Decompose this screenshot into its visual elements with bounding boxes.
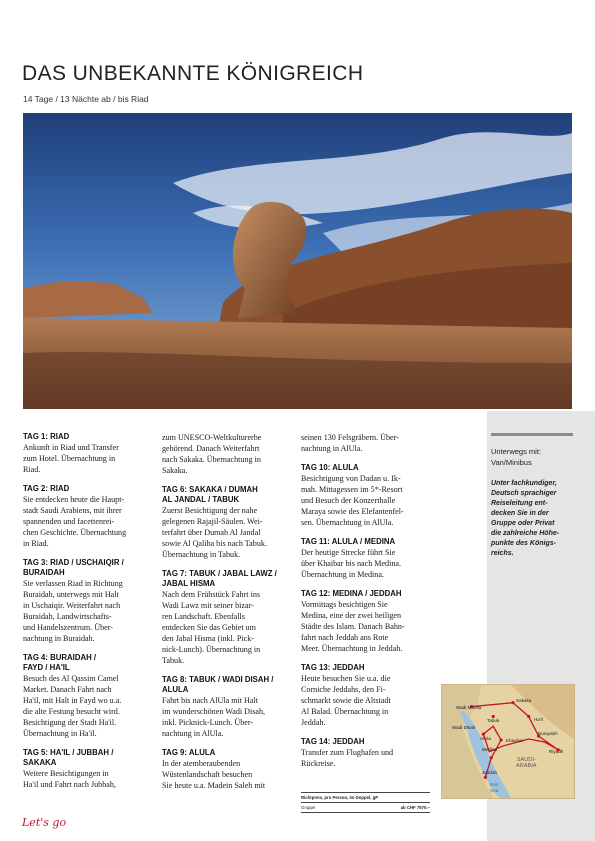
- map-country-label: SAUDI- ARABIA: [516, 757, 537, 770]
- day-entry: [162, 675, 282, 739]
- day-description: Weitere Besichtigungen in Ha'il und Fahrt nach Jubbah,: [23, 769, 116, 789]
- day-heading: TAG 3: RIAD / USCHAIQIR / BURAIDAH: [23, 558, 124, 577]
- day-heading: TAG 2: RIAD: [23, 484, 70, 493]
- hero-photo: [23, 113, 572, 409]
- day-heading: TAG 12: MEDINA / JEDDAH: [301, 589, 402, 598]
- day-entry: [301, 537, 421, 580]
- day-heading: TAG 13: JEDDAH: [301, 663, 365, 672]
- day-description: Der heutige Strecke führt Sie über Khaibar bis nach Medina. Übernachtung in Medina.: [301, 548, 402, 579]
- map-city-label: Jeddah: [482, 770, 498, 775]
- day-heading: TAG 9: ALULA: [162, 748, 216, 757]
- day-heading: TAG 11: ALULA / MEDINA: [301, 537, 396, 546]
- itinerary-column-1: [23, 432, 143, 799]
- day-entry: [23, 432, 143, 475]
- price-row: [301, 803, 430, 813]
- day-description: Besichtigung von Dadan u. Ik- mah. Mittagessen im 5*-Resort und Besuch der Konzerthalle Maraya sowie des Elefantenfel- sen. Übernachtung in AlUla.: [301, 474, 404, 527]
- trip-duration: 14 Tage / 13 Nächte ab / bis Riad: [23, 94, 149, 104]
- day-description: Nach dem Frühstück Fahrt ins Wadi Lawz mit seiner bizar- ren Landschaft. Ebenfalls entdecken Sie das Gebiet um den Jabal Hisma (inkl. Pick- nick-Lunch). Übernachtung in Tabuk.: [162, 590, 261, 665]
- page-title: DAS UNBEKANNTE KÖNIGREICH: [22, 62, 364, 85]
- day-heading: TAG 7: TABUK / JABAL LAWZ / JABAL HISMA: [162, 569, 277, 588]
- day-description-continued: zum UNESCO-Weltkulturerbe gehörend. Danach Weiterfahrt nach Sakaka. Übernachtung in Sakaka.: [162, 433, 262, 475]
- day-description: Transfer zum Flughafen und Rückreise.: [301, 748, 394, 768]
- day-description: Besuch des Al Qassim Camel Market. Danach Fahrt nach Ha'il, mit Halt in Fayd wo u.a. die alte Festung besucht wird. Besichtigung der Stadt Ha'il. Übernachtung in Ha'il.: [23, 674, 122, 738]
- day-entry: [301, 589, 421, 654]
- map-city-label: Wadi Mousa: [456, 705, 482, 710]
- desert-rock-formation-photo: [23, 113, 572, 409]
- sidebar-divider: [491, 433, 573, 436]
- price-table: [301, 792, 430, 813]
- price-label: Gruppe: [301, 805, 316, 810]
- day-entry: [23, 748, 143, 790]
- day-heading: TAG 6: SAKAKA / DUMAH AL JANDAL / TABUK: [162, 485, 258, 504]
- itinerary-column-3: [301, 432, 421, 778]
- map-city-label: AlUla: [480, 736, 491, 741]
- day-description: Fahrt bis nach AlUla mit Halt im wunderschönen Wadi Disah, inkl. Picknick-Lunch. Über- nachtung in AlUla.: [162, 696, 266, 738]
- day-description: Vormittags besichtigen Sie Medina, eine der zwei heiligen Städte des Islam. Danach Bahn- fahrt nach Jeddah ans Rote Meer. Übernachtung in Jeddah.: [301, 600, 405, 653]
- price-header: Richtpreis, pro Person, im Doppel, gP: [301, 795, 379, 800]
- day-description-continued: seinen 130 Felsgräbern. Über- nachtung in AlUla.: [301, 433, 399, 453]
- day-heading: TAG 4: BURAIDAH / FAYD / HA'IL: [23, 653, 97, 672]
- day-description: Sie entdecken heute die Haupt- stadt Saudi Arabiens, mit ihrer spannenden und facettenrei- chen Geschichte. Übernachtung in Riad.: [23, 495, 127, 548]
- day-description: Sie verlassen Riad in Richtung Buraidah, unterwegs mit Halt in Uschaiqir. Weiterfahrt nach Buraidah, Landwirtschafts- und Handelszentrum. Über- nachtung in Buraidah.: [23, 579, 123, 643]
- map-city-label: Tabuk: [487, 718, 500, 723]
- map-sea-label: Red Sea: [490, 782, 499, 793]
- day-description: Ankunft in Riad und Transfer zum Hotel. Übernachtung in Riad.: [23, 443, 119, 474]
- guide-note: Unter fachkundiger, Deutsch sprachiger Reiseleitung ent- decken Sie in der Gruppe oder Privat die zahlreiche Höhe- punkte des Königs- reichs.: [491, 480, 560, 557]
- day-entry: [23, 484, 143, 549]
- day-heading: TAG 14: JEDDAH: [301, 737, 365, 746]
- brand-logo: Let's go: [22, 816, 67, 829]
- map-city-label: Medina: [482, 747, 498, 752]
- map-city-label: Wadi Disah: [452, 725, 476, 730]
- day-entry: [162, 569, 282, 666]
- price-value: ab CHF 7570.–: [400, 805, 430, 810]
- day-entry: [162, 485, 282, 560]
- map-city-label: Buraydah: [538, 731, 558, 736]
- day-entry: [301, 737, 421, 769]
- day-description: In der atemberaubenden Wüstenlandschaft besuchen Sie heute u.a. Madein Saleh mit: [162, 759, 266, 790]
- day-heading: TAG 10: ALULA: [301, 463, 359, 472]
- day-heading: TAG 5: HA'IL / JUBBAH / SAKAKA: [23, 748, 114, 767]
- day-heading: TAG 8: TABUK / WADI DISAH / ALULA: [162, 675, 274, 694]
- map-city-label: Ha'il: [534, 717, 543, 722]
- day-entry: [301, 463, 421, 528]
- day-description: Heute besuchen Sie u.a. die Corniche Jeddahs, den Fi- schmarkt sowie die Altstadt Al Balad. Übernachtung in Jeddah.: [301, 674, 391, 727]
- day-entry: [23, 653, 143, 739]
- map-city-label: Sakaka: [516, 698, 532, 703]
- day-entry: [162, 748, 282, 791]
- itinerary-column-2: [162, 432, 282, 800]
- day-entry: [23, 558, 143, 644]
- transport-info: Unterwegs mit: Van/Minibus: [491, 447, 542, 467]
- price-header-row: [301, 792, 430, 803]
- day-entry: [301, 663, 421, 728]
- day-description: Zuerst Besichtigung der nahe gelegenen Rajajil-Säulen. Wei- terfahrt über Dumah Al Jandal sowie Al Qaliba bis nach Tabuk. Übernachtung in Tabuk.: [162, 506, 267, 559]
- map-city-label: Khaybar: [506, 738, 524, 743]
- route-map: [441, 684, 575, 799]
- day-heading: TAG 1: RIAD: [23, 432, 70, 441]
- map-city-label: Riyadh: [549, 749, 564, 754]
